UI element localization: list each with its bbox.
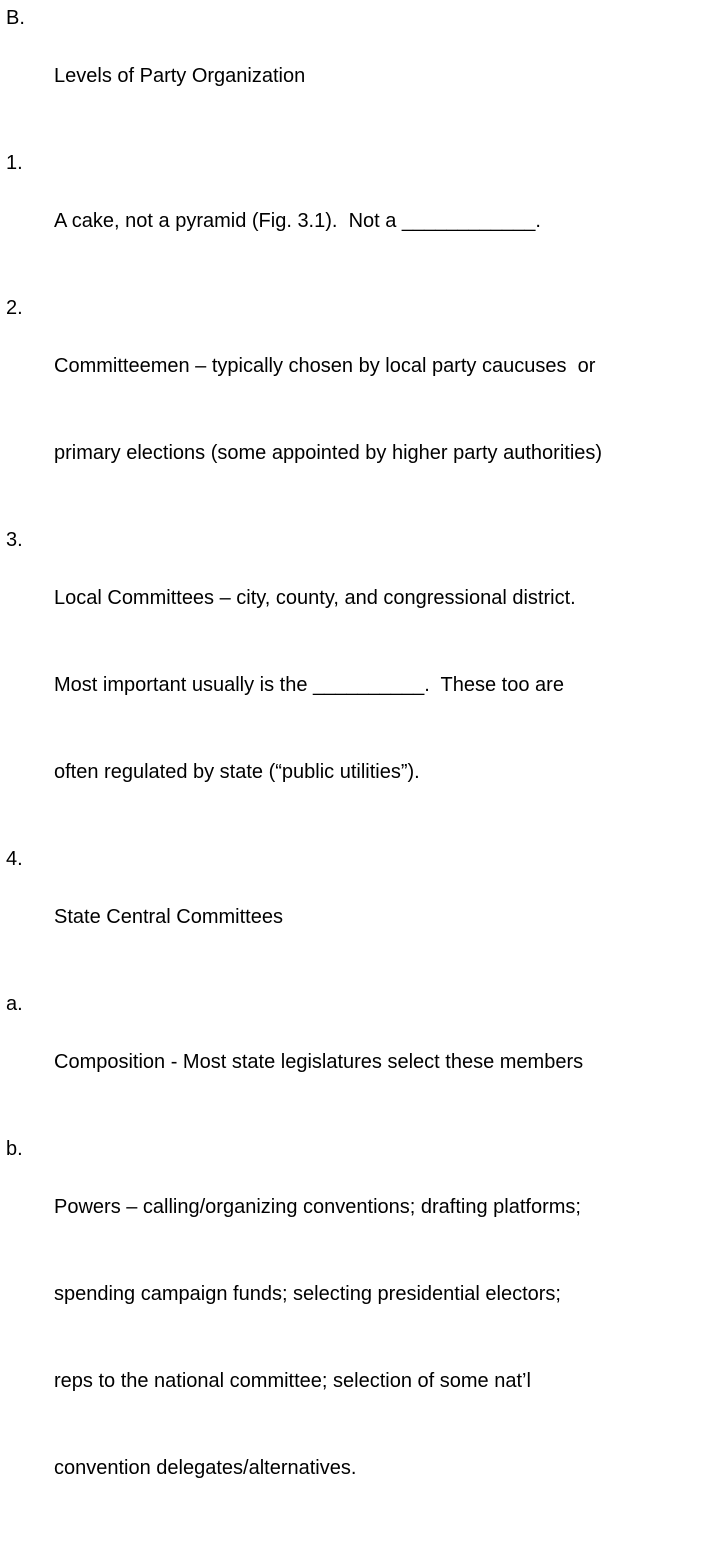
text-line: Composition - Most state legislatures select these members bbox=[54, 1051, 584, 1073]
outline-item-3 bbox=[6, 526, 714, 845]
text-line: Most important usually is the __________. These too are bbox=[54, 674, 564, 696]
outline-item-b-sub bbox=[6, 1135, 714, 1541]
outline-marker: 4. bbox=[6, 848, 23, 870]
outline-marker: a. bbox=[6, 993, 23, 1015]
text-line: Powers – calling/organizing conventions; drafting platforms; bbox=[54, 1196, 581, 1218]
outline-marker: 2. bbox=[6, 297, 23, 319]
text-line: convention delegates/alternatives. bbox=[54, 1457, 357, 1479]
outline-text bbox=[54, 294, 714, 526]
text-line: reps to the national committee; selection of some nat’l bbox=[54, 1370, 531, 1392]
outline-marker: 1. bbox=[6, 152, 23, 174]
text-line: Local Committees – city, county, and congressional district. bbox=[54, 587, 576, 609]
text-line: A cake, not a pyramid (Fig. 3.1). Not a ____________. bbox=[54, 210, 541, 232]
text-line: often regulated by state (“public utilities”). bbox=[54, 761, 420, 783]
outline-marker: B. bbox=[6, 7, 25, 29]
text-line: State Central Committees bbox=[54, 906, 283, 928]
outline-item-2 bbox=[6, 294, 714, 526]
text-line: Committeemen – typically chosen by local party caucuses or bbox=[54, 355, 596, 377]
text-line: Levels of Party Organization bbox=[54, 65, 306, 87]
outline-item-b bbox=[6, 4, 714, 149]
outline-text bbox=[54, 149, 714, 294]
text-line: primary elections (some appointed by higher party authorities) bbox=[54, 442, 603, 464]
outline-text bbox=[54, 4, 714, 149]
outline-text bbox=[54, 1135, 714, 1541]
text-line: spending campaign funds; selecting presidential electors; bbox=[54, 1283, 561, 1305]
outline-text bbox=[54, 990, 714, 1135]
outline-item-1 bbox=[6, 149, 714, 294]
outline-item-4 bbox=[6, 845, 714, 990]
outline-text bbox=[54, 845, 714, 990]
outline-marker: 3. bbox=[6, 529, 23, 551]
slide-content bbox=[6, 4, 714, 1541]
outline-item-a bbox=[6, 990, 714, 1135]
outline-marker: b. bbox=[6, 1138, 23, 1160]
outline-text bbox=[54, 526, 714, 845]
